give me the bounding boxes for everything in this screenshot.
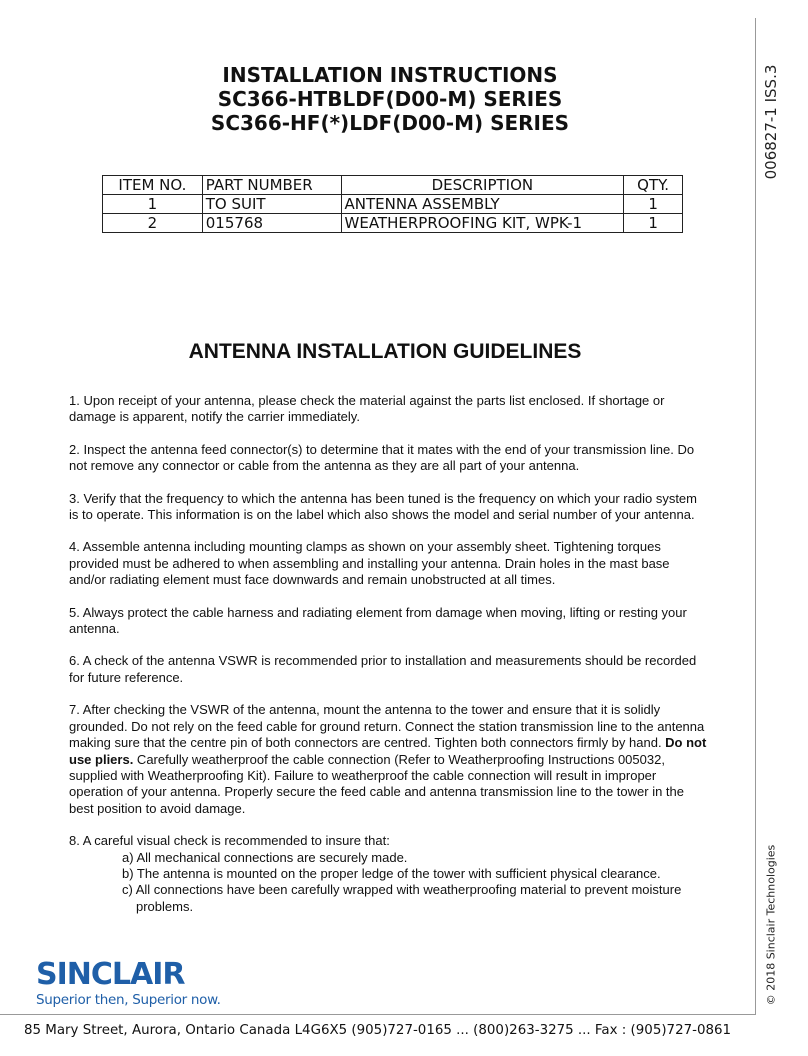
copyright-text: © 2018 Sinclair Technologies (764, 844, 778, 1006)
document-code-text: 006827-1 ISS.3 (762, 64, 780, 180)
column-header-item-no: ITEM NO. (103, 176, 203, 195)
guidelines-heading: ANTENNA INSTALLATION GUIDELINES (188, 340, 582, 363)
document-title (120, 63, 660, 135)
title-line: SC366-HF(*)LDF(D00-M) SERIES (210, 111, 570, 135)
step-text: 6. A check of the antenna VSWR is recommended prior to installation and measurements should be recorded for future reference. (69, 653, 697, 685)
column-header-qty: QTY. (624, 176, 683, 195)
guideline-step (69, 653, 709, 686)
document-code (758, 42, 784, 202)
table-cell: TO SUIT (202, 195, 341, 214)
column-header-description: DESCRIPTION (341, 176, 624, 195)
check-item: b) The antenna is mounted on the proper ledge of the tower with sufficient physical clearance. (122, 865, 661, 881)
check-item: c) All connections have been carefully wrapped with weatherproofing material to prevent moisture (122, 882, 682, 898)
guideline-step (69, 491, 709, 524)
guideline-step (69, 539, 709, 588)
copyright-notice (760, 845, 782, 1005)
title-line: SC366-HTBLDF(D00-M) SERIES (217, 87, 563, 111)
guideline-step (69, 442, 709, 475)
step-text-part: Carefully weatherproof the cable connection (Refer to Weatherproofing Instructions 005032, supplied with Weatherproofing Kit). Failure to weatherproof the cable connection will result in improper operation of your antenna. Properly secure the feed cable and antenna transmission line to the tower in the best position to avoid damage. (69, 751, 684, 816)
footer-address: 85 Mary Street, Aurora, Ontario Canada L4G6X5 (905)727-0165 ... (800)263-3275 ... Fax : (905)727-0861 (24, 1023, 732, 1038)
check-item: a) All mechanical connections are securely made. (122, 849, 408, 865)
guideline-step (69, 833, 709, 915)
guidelines-list (69, 393, 709, 931)
title-line: INSTALLATION INSTRUCTIONS (222, 63, 558, 87)
step-text: 2. Inspect the antenna feed connector(s) to determine that it mates with the end of your transmission line. Do not remove any connector or cable from the antenna as they are all part of your antenna. (69, 441, 695, 474)
step-text (69, 702, 709, 817)
step-text: 8. A careful visual check is recommended to insure that: (69, 833, 390, 849)
step-text: 5. Always protect the cable harness and radiating element from damage when moving, lifting or resting your antenna. (69, 604, 687, 637)
table-cell: ANTENNA ASSEMBLY (341, 195, 624, 214)
step-text: 4. Assemble antenna including mounting clamps as shown on your assembly sheet. Tightening torques provided must be adhered to when assembling and installing your antenna. Drain holes in the mast base and/or radiating element must face downwards and remain unobstructed at all times. (69, 539, 670, 588)
table-header-row (103, 176, 683, 195)
guideline-step (69, 393, 709, 426)
table-cell: 1 (624, 214, 683, 233)
step-warning-bold: Do not use pliers. (69, 735, 707, 767)
table-cell: WEATHERPROOFING KIT, WPK-1 (341, 214, 624, 233)
column-header-part-number: PART NUMBER (202, 176, 341, 195)
logo-wordmark: SINCLAIR (36, 957, 185, 992)
logo-tagline: Superior then, Superior now. (36, 992, 221, 1008)
table-cell: 1 (624, 195, 683, 214)
check-list (69, 850, 709, 916)
guideline-step (69, 605, 709, 638)
sinclair-logo (36, 957, 226, 1010)
table-row (103, 195, 683, 214)
step-text: 3. Verify that the frequency to which the antenna has been tuned is the frequency on which your radio system is to operate. This information is on the label which also shows the model and serial number of your antenna. (69, 490, 697, 523)
table-cell: 1 (103, 195, 203, 214)
table-row (103, 214, 683, 233)
parts-table (102, 175, 683, 233)
check-item-continuation: problems. (136, 898, 194, 914)
guideline-step (69, 702, 709, 817)
table-cell: 2 (103, 214, 203, 233)
step-text-part: 7. After checking the VSWR of the antenna, mount the antenna to the tower and ensure that it is solidly grounded. Do not rely on the feed cable for ground return. Connect the station transmission line to the antenna making sure that the centre pin of both connectors are centred. Tighten both connectors firmly by hand. (69, 702, 705, 751)
table-cell: 015768 (202, 214, 341, 233)
step-text: 1. Upon receipt of your antenna, please check the material against the parts list enclosed. If shortage or damage is apparent, notify the carrier immediately. (69, 393, 665, 425)
